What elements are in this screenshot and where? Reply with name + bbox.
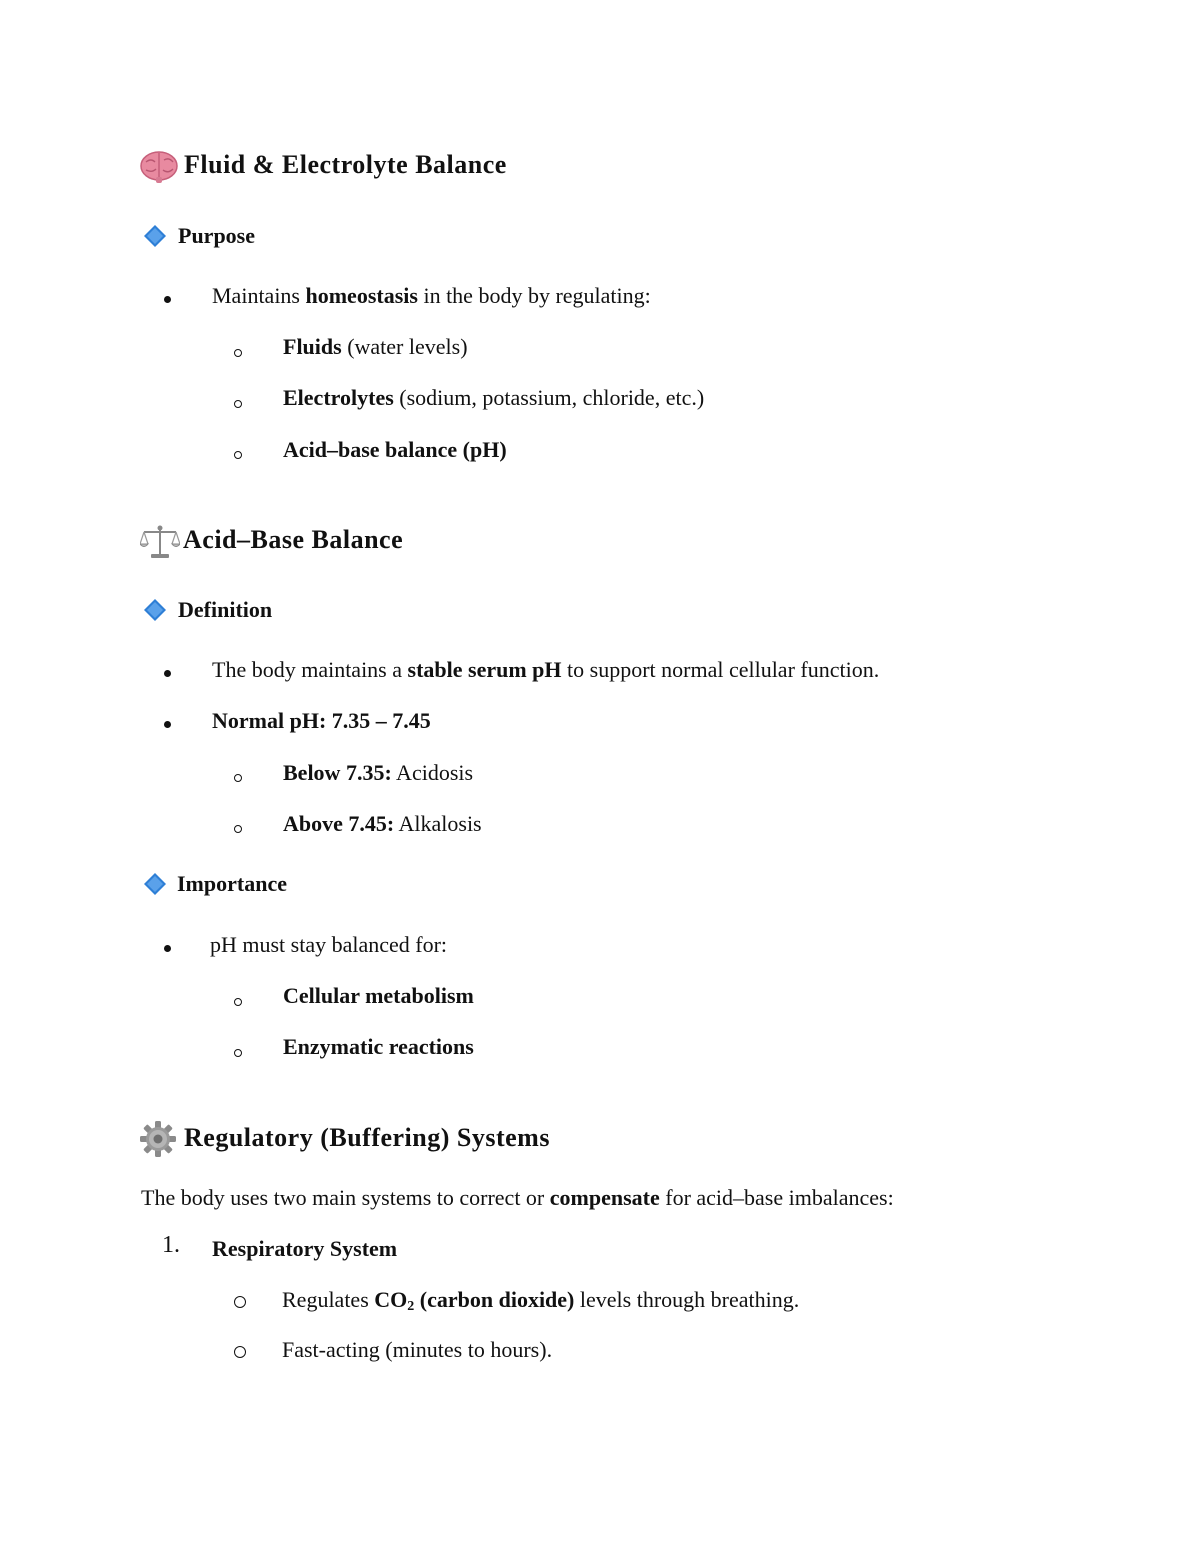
list-item: Normal pH: 7.35 – 7.45 — [212, 708, 431, 733]
blue-diamond-icon — [143, 224, 167, 248]
subsection-heading: Importance — [177, 871, 287, 896]
list-item: Acid–base balance (pH) — [283, 437, 507, 462]
list-item: Regulates $CO_2$ (carbon dioxide) levels through breathing. — [282, 1287, 800, 1314]
gear-icon — [140, 1121, 176, 1157]
sub-bullet — [234, 349, 242, 357]
section-title: Regulatory (Buffering) Systems — [184, 1123, 550, 1152]
subsection-heading: Definition — [178, 597, 273, 622]
list-item: Cellular metabolism — [283, 983, 474, 1008]
list-item: Maintains homeostasis in the body by regulating: — [212, 283, 651, 308]
list-item: Enzymatic reactions — [283, 1034, 474, 1059]
brain-icon — [140, 150, 178, 184]
list-item: pH must stay balanced for: — [210, 932, 448, 957]
list-item: Fast-acting (minutes to hours). — [282, 1337, 553, 1362]
sub-bullet — [234, 1049, 242, 1057]
section-title: Acid–Base Balance — [183, 525, 404, 554]
list-item: Respiratory System — [212, 1236, 398, 1261]
list-number: 1. — [162, 1232, 180, 1258]
sub-bullet — [234, 1346, 246, 1358]
subsection-heading: Purpose — [178, 223, 255, 248]
sub-bullet — [234, 998, 242, 1006]
sub-bullet — [234, 451, 242, 459]
list-item: Above 7.45: Alkalosis — [283, 811, 482, 836]
blue-diamond-icon — [143, 872, 167, 896]
paragraph: The body uses two main systems to correct or compensate for acid–base imbalances: — [141, 1185, 894, 1210]
list-item: Fluids (water levels) — [283, 334, 468, 359]
section-title: Fluid & Electrolyte Balance — [184, 150, 507, 179]
sub-bullet — [234, 400, 242, 408]
blue-diamond-icon — [143, 598, 167, 622]
sub-bullet — [234, 774, 242, 782]
sub-bullet — [234, 825, 242, 833]
list-item: Electrolytes (sodium, potassium, chloride, etc.) — [283, 385, 705, 410]
bullet — [164, 296, 171, 303]
sub-bullet — [234, 1296, 246, 1308]
bullet — [164, 670, 171, 677]
list-item: The body maintains a stable serum pH to support normal cellular function. — [212, 657, 880, 682]
balance-scale-icon — [140, 524, 180, 560]
bullet — [164, 945, 171, 952]
bullet — [164, 721, 171, 728]
list-item: Below 7.35: Acidosis — [283, 760, 474, 785]
